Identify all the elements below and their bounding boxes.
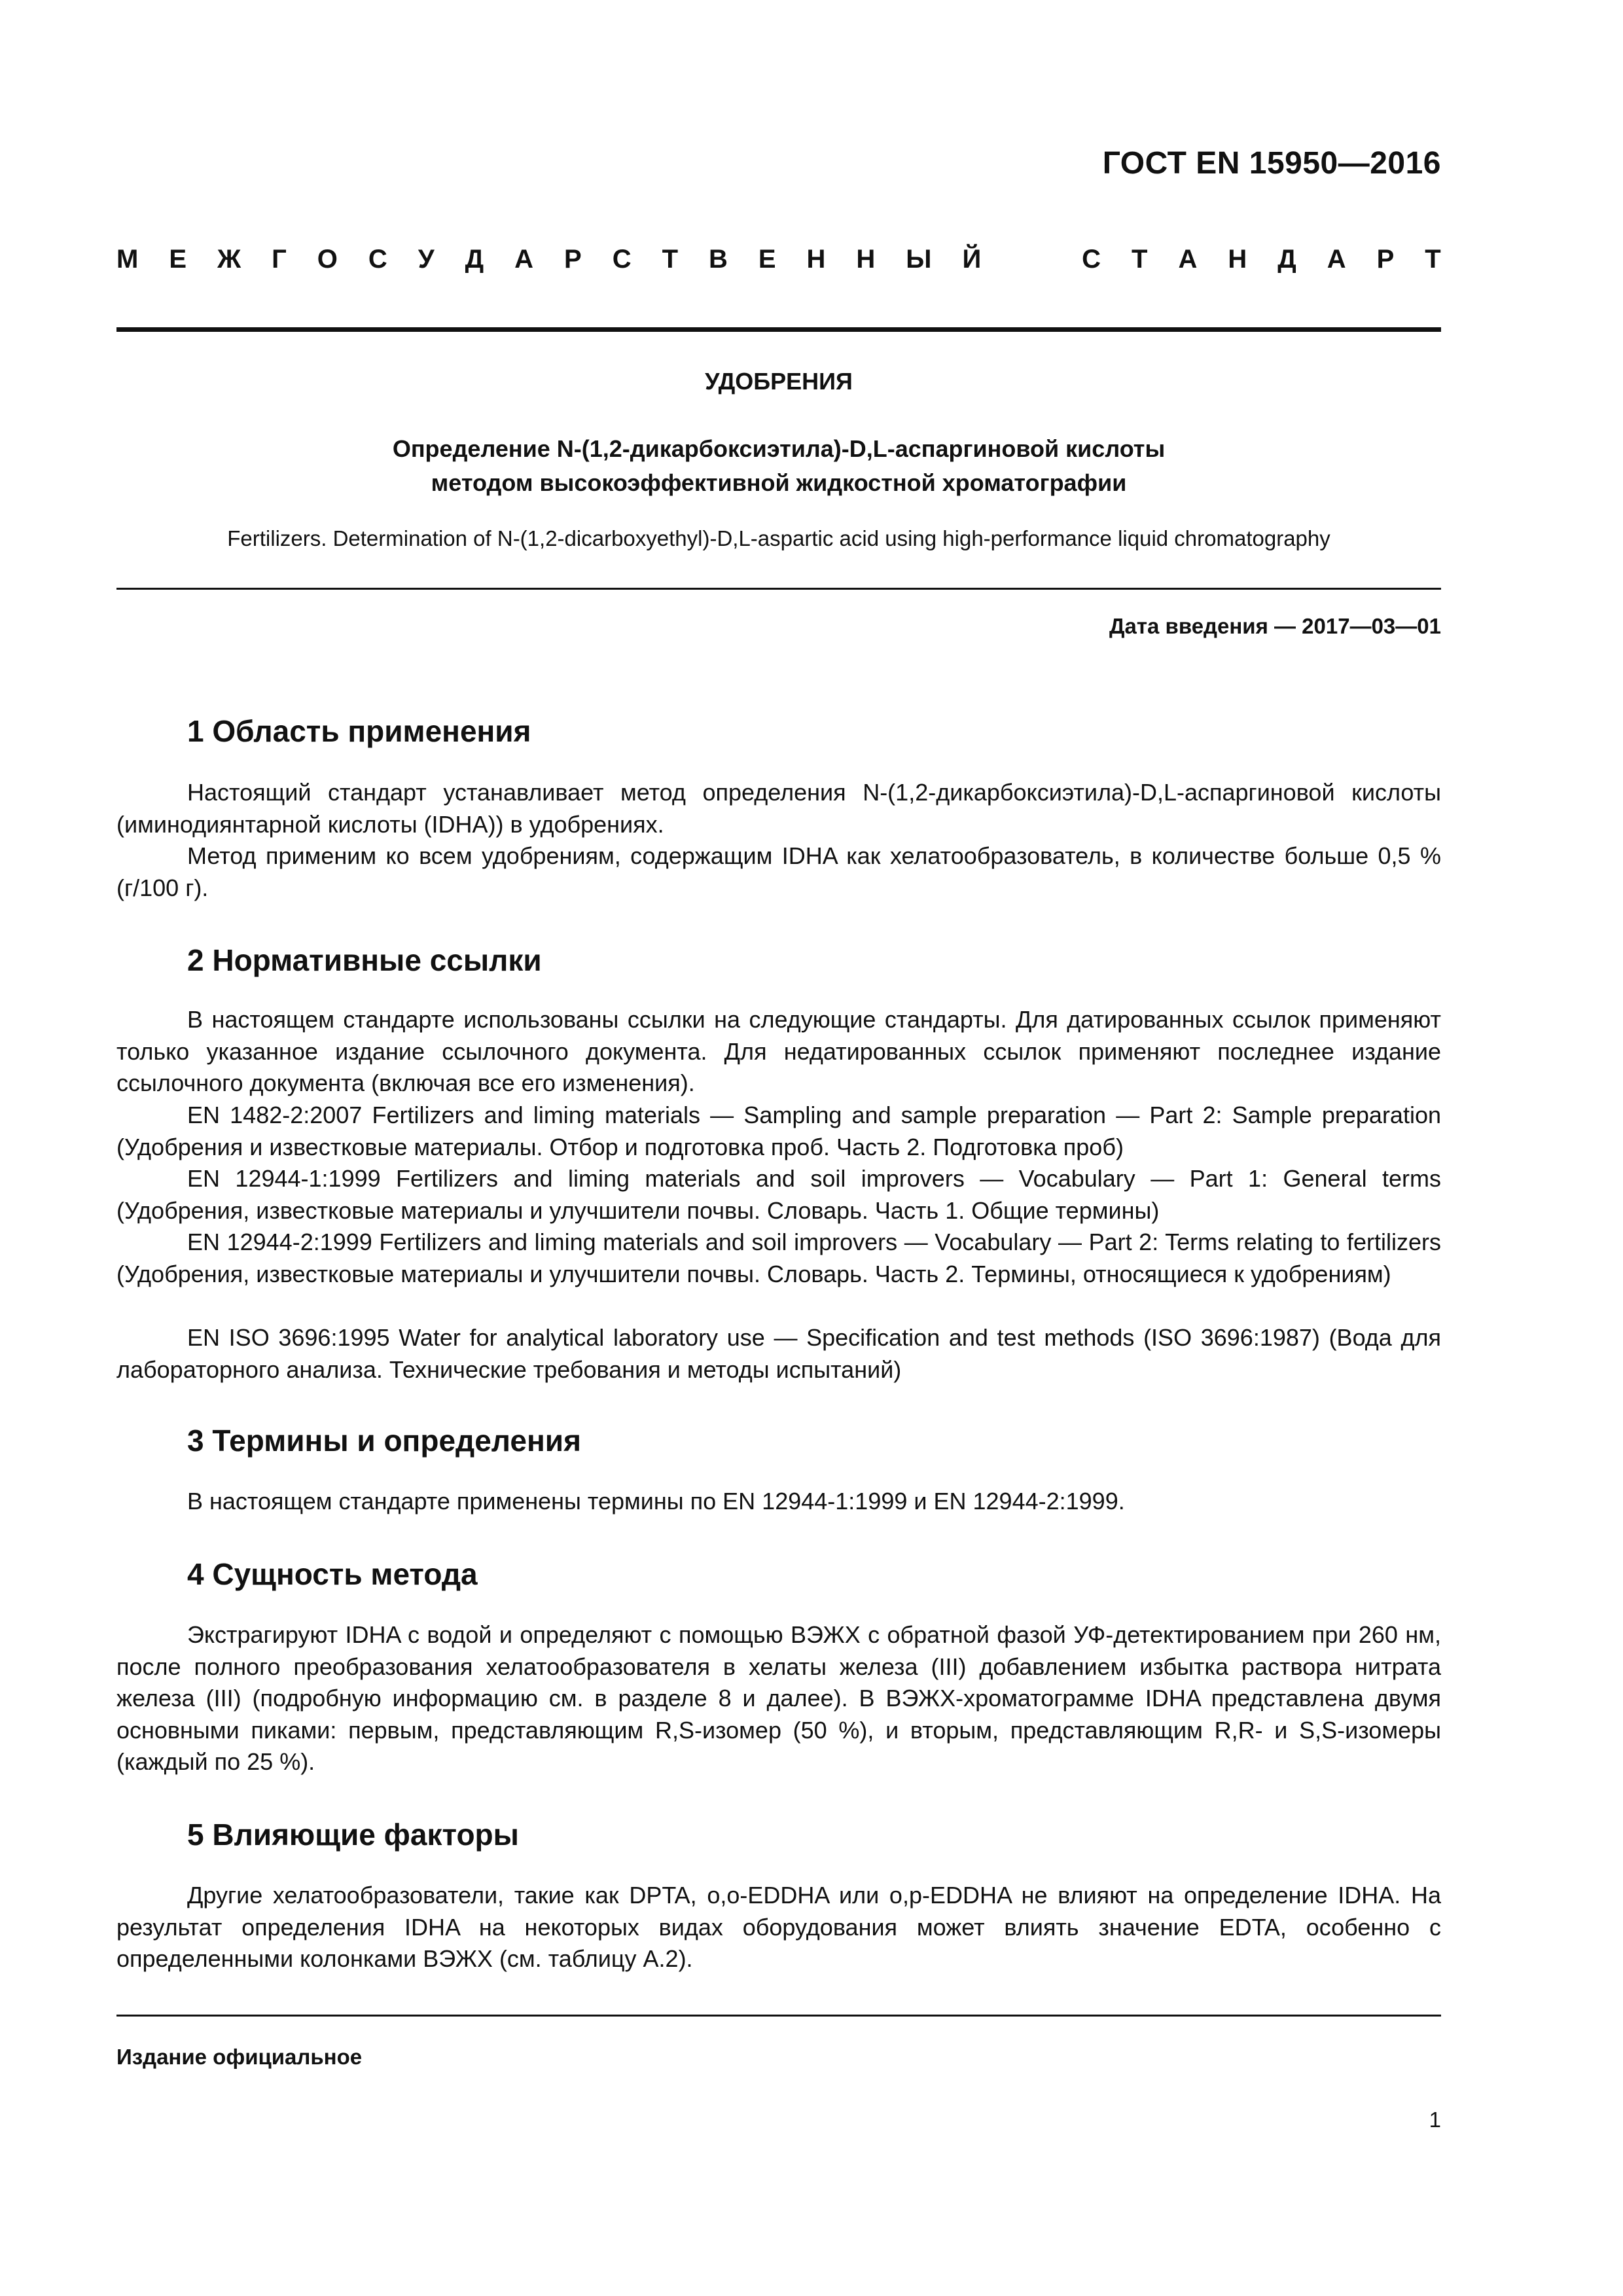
banner-letter: Н [1228,245,1247,274]
banner-letter: С [612,245,632,274]
banner-letter: У [418,245,435,274]
banner-letter: Г [272,245,287,274]
banner-letter: Т [1425,245,1441,274]
document-title: УДОБРЕНИЯ [705,368,853,395]
title-divider [116,588,1441,590]
paragraph: Метод применим ко всем удобрениям, содержащим IDHA как хелатообразователь, в количестве больше 0,5 % (г/100 г). [116,842,1441,901]
paragraph: Экстрагируют IDHA с водой и определяют с помощью ВЭЖХ с обратной фазой УФ-детектированием при 260 нм, после полного преобразования хелатообразователя в хелаты железа (III) добавлением избытка раствора нитрата железа (III) (подробную информацию см. в разделе 8 и далее). В ВЭЖХ-хроматограмме IDHA представлена двумя основными пиками: первым, представляющим R,S-изомер (50 %), и вторым, представляющим R,R- и S,S-изомеры (каждый по 25 %). [116,1621,1441,1775]
section-heading-method-principle: 4 Сущность метода [187,1557,478,1591]
footer-divider [116,2015,1441,2017]
banner-letter: Т [1132,245,1148,274]
document-subtitle [116,432,1441,500]
section-heading-scope: 1 Область применения [187,714,531,748]
paragraph: Другие хелатообразователи, такие как DPTA, o,o-EDDHA или o,p-EDDHA не влияют на определение IDHA. На результат определения IDHA на некоторых видах оборудования может влиять значение EDTA, особенно с определенными колонками ВЭЖХ (см. таблицу А.2). [116,1882,1441,1972]
subtitle-line: методом высокоэффективной жидкостной хроматографии [431,469,1127,496]
banner-letter: Н [856,245,876,274]
subtitle-line: Определение N-(1,2-дикарбоксиэтила)-D,L-аспаргиновой кислоты [392,435,1166,462]
official-edition-label: Издание официальное [116,2045,363,2069]
section-heading-terms: 3 Термины и определения [187,1424,581,1458]
banner-letter: А [1178,245,1198,274]
banner-word-gap [1012,245,1051,274]
banner-letter: В [708,245,728,274]
banner-letter: Ж [217,245,241,274]
banner-letter: Й [962,245,982,274]
banner-letter: Ы [906,245,932,274]
banner-letter: О [317,245,338,274]
banner-letter: Р [1376,245,1395,274]
reference-entry: EN 12944-2:1999 Fertilizers and liming materials and soil improvers — Vocabulary — Part 2: Terms relating to fertilizers (Удобрения, известковые материалы и улучшители почвы. Словарь. Часть 2. Термины, относящиеся к удобрениям) [116,1229,1441,1287]
english-title: Fertilizers. Determination of N-(1,2-dicarboxyethyl)-D,L-aspartic acid using high-performance liquid chromatography [227,526,1330,550]
introduction-date: Дата введения — 2017—03—01 [1109,614,1441,638]
banner-letter: А [1327,245,1346,274]
standard-designation: ГОСТ EN 15950—2016 [1102,146,1441,181]
banner-letter: М [116,245,139,274]
paragraph: В настоящем стандарте применены термины по EN 12944-1:1999 и EN 12944-2:1999. [187,1488,1125,1515]
interstate-standard-banner [116,245,1441,274]
banner-letter: Н [806,245,826,274]
paragraph: В настоящем стандарте использованы ссылки на следующие стандарты. Для датированных ссылок применяют только указанное издание ссылочного документа. Для недатированных ссылок применяют последнее издание ссылочного документа (включая все его изменения). [116,1006,1441,1096]
banner-letter: С [1082,245,1101,274]
section-heading-normative-references: 2 Нормативные ссылки [187,943,542,977]
reference-entry: EN 1482-2:2007 Fertilizers and liming materials — Sampling and sample preparation — Part 2: Sample preparation (Удобрения и известковые материалы. Отбор и подготовка проб. Часть 2. Подготовка проб) [116,1102,1441,1160]
banner-letter: С [368,245,387,274]
paragraph: Настоящий стандарт устанавливает метод определения N-(1,2-дикарбоксиэтила)-D,L-аспаргиновой кислоты (иминодиянтарной кислоты (IDHA)) в удобрениях. [116,779,1441,838]
banner-letter: Т [662,245,678,274]
banner-letter: Д [1277,245,1296,274]
reference-entry: EN 12944-1:1999 Fertilizers and liming materials and soil improvers — Vocabulary — Part 1: General terms (Удобрения, известковые материалы и улучшители почвы. Словарь. Часть 1. Общие термины) [116,1165,1441,1224]
reference-entry: EN ISO 3696:1995 Water for analytical laboratory use — Specification and test methods (ISO 3696:1987) (Вода для лабораторного анализа. Технические требования и методы испытаний) [116,1324,1441,1383]
banner-letter: Д [465,245,484,274]
page-number: 1 [1429,2108,1441,2132]
banner-letter: Е [169,245,187,274]
banner-letter: А [514,245,534,274]
banner-letter: Р [564,245,582,274]
banner-letter: Е [758,245,776,274]
header-divider [116,327,1441,332]
section-heading-interferences: 5 Влияющие факторы [187,1818,519,1852]
